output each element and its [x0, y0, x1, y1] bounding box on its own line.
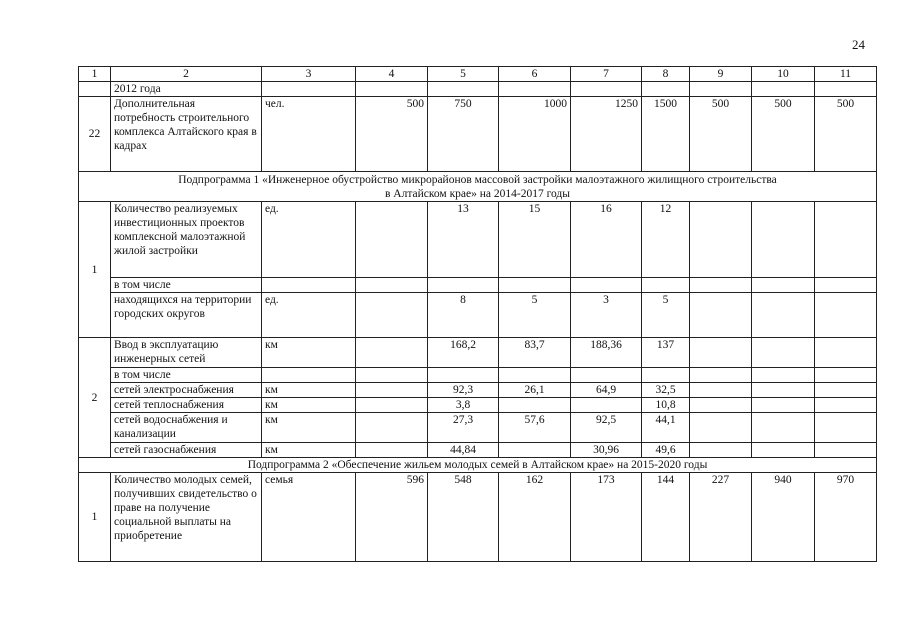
table-row [79, 473, 877, 562]
cell-value: 970 [815, 473, 877, 562]
cell-name: сетей водоснабжения и канализации [111, 413, 262, 443]
col-header: 11 [815, 67, 877, 82]
cell-value: 92,3 [428, 383, 499, 398]
cell-value: 173 [571, 473, 642, 562]
cell-value: 5 [499, 293, 571, 338]
cell-value: 32,5 [642, 383, 690, 398]
table-row [79, 383, 877, 398]
cell-value: 144 [642, 473, 690, 562]
cell-unit: км [262, 413, 356, 443]
cell-value: 227 [690, 473, 752, 562]
cell-unit: км [262, 398, 356, 413]
cell-unit: ед. [262, 293, 356, 338]
cell-value: 83,7 [499, 338, 571, 368]
indicators-table [78, 66, 877, 562]
cell-value: 26,1 [499, 383, 571, 398]
cell-unit: км [262, 443, 356, 458]
table-row [79, 202, 877, 278]
subprogram-row [79, 458, 877, 473]
cell-value: 44,1 [642, 413, 690, 443]
table-row [79, 97, 877, 172]
cell-value: 15 [499, 202, 571, 278]
table-row [79, 338, 877, 368]
subprogram-title [79, 172, 877, 202]
cell-value: 596 [356, 473, 428, 562]
row-number: 2 [79, 338, 111, 458]
cell-value: 8 [428, 293, 499, 338]
table-row [79, 398, 877, 413]
cell-value: 1500 [642, 97, 690, 172]
subprogram-title-line1: Подпрограмма 1 «Инженерное обустройство микрорайонов массовой застройки малоэтажного жилищного строительства [178, 173, 777, 186]
table-row [79, 413, 877, 443]
col-header: 8 [642, 67, 690, 82]
cell-value: 3 [571, 293, 642, 338]
cell-value: 64,9 [571, 383, 642, 398]
cell-name: сетей теплоснабжения [111, 398, 262, 413]
cell-value: 188,36 [571, 338, 642, 368]
col-header: 3 [262, 67, 356, 82]
cell-value: 13 [428, 202, 499, 278]
cell-value: 44,84 [428, 443, 499, 458]
table-row [79, 278, 877, 293]
cell-value: 940 [752, 473, 815, 562]
cell-value: 27,3 [428, 413, 499, 443]
col-header: 5 [428, 67, 499, 82]
cell-value: 10,8 [642, 398, 690, 413]
col-header: 6 [499, 67, 571, 82]
cell-name: в том числе [111, 368, 262, 383]
cell-unit: км [262, 383, 356, 398]
cell-value: 750 [428, 97, 499, 172]
cell-value: 168,2 [428, 338, 499, 368]
cell-value: 3,8 [428, 398, 499, 413]
cell-value: 30,96 [571, 443, 642, 458]
header-row [79, 67, 877, 82]
cell-name: 2012 года [111, 82, 262, 97]
cell-name: находящихся на территории городских округов [111, 293, 262, 338]
cell-value: 500 [815, 97, 877, 172]
cell-name: Количество реализуемых инвестиционных проектов комплексной малоэтажной жилой застройки [111, 202, 262, 278]
cell-value: 1000 [499, 97, 571, 172]
cell-unit: км [262, 338, 356, 368]
row-number: 1 [79, 473, 111, 562]
cell-value: 1250 [571, 97, 642, 172]
col-header: 10 [752, 67, 815, 82]
cell-name: Дополнительная потребность строительного комплекса Алтайского края в кадрах [111, 97, 262, 172]
subprogram-title: Подпрограмма 2 «Обеспечение жильем молодых семей в Алтайском крае» на 2015-2020 годы [79, 458, 877, 473]
table-row [79, 82, 877, 97]
cell-value: 16 [571, 202, 642, 278]
cell-value: 92,5 [571, 413, 642, 443]
cell-unit: чел. [262, 97, 356, 172]
row-number: 1 [79, 202, 111, 338]
col-header: 7 [571, 67, 642, 82]
cell-value: 500 [690, 97, 752, 172]
cell-name: в том числе [111, 278, 262, 293]
col-header: 1 [79, 67, 111, 82]
cell-value: 137 [642, 338, 690, 368]
cell-name: Ввод в эксплуатацию инженерных сетей [111, 338, 262, 368]
row-number: 22 [79, 97, 111, 172]
cell-unit: семья [262, 473, 356, 562]
subprogram-row [79, 172, 877, 202]
cell-value: 5 [642, 293, 690, 338]
table-row [79, 293, 877, 338]
table-row [79, 368, 877, 383]
col-header: 4 [356, 67, 428, 82]
cell-value: 57,6 [499, 413, 571, 443]
cell-value: 548 [428, 473, 499, 562]
table-row [79, 443, 877, 458]
cell-value: 49,6 [642, 443, 690, 458]
subprogram-title-line2: в Алтайском крае» на 2014-2017 годы [385, 187, 570, 200]
cell-name: Количество молодых семей, получивших свидетельство о праве на получение социальной выплаты на приобретение [111, 473, 262, 562]
cell-name: сетей газоснабжения [111, 443, 262, 458]
page-number: 24 [852, 37, 865, 52]
cell-value: 500 [752, 97, 815, 172]
cell-value: 162 [499, 473, 571, 562]
cell-unit: ед. [262, 202, 356, 278]
cell-value: 12 [642, 202, 690, 278]
cell-name: сетей электроснабжения [111, 383, 262, 398]
col-header: 9 [690, 67, 752, 82]
col-header: 2 [111, 67, 262, 82]
cell-value: 500 [356, 97, 428, 172]
